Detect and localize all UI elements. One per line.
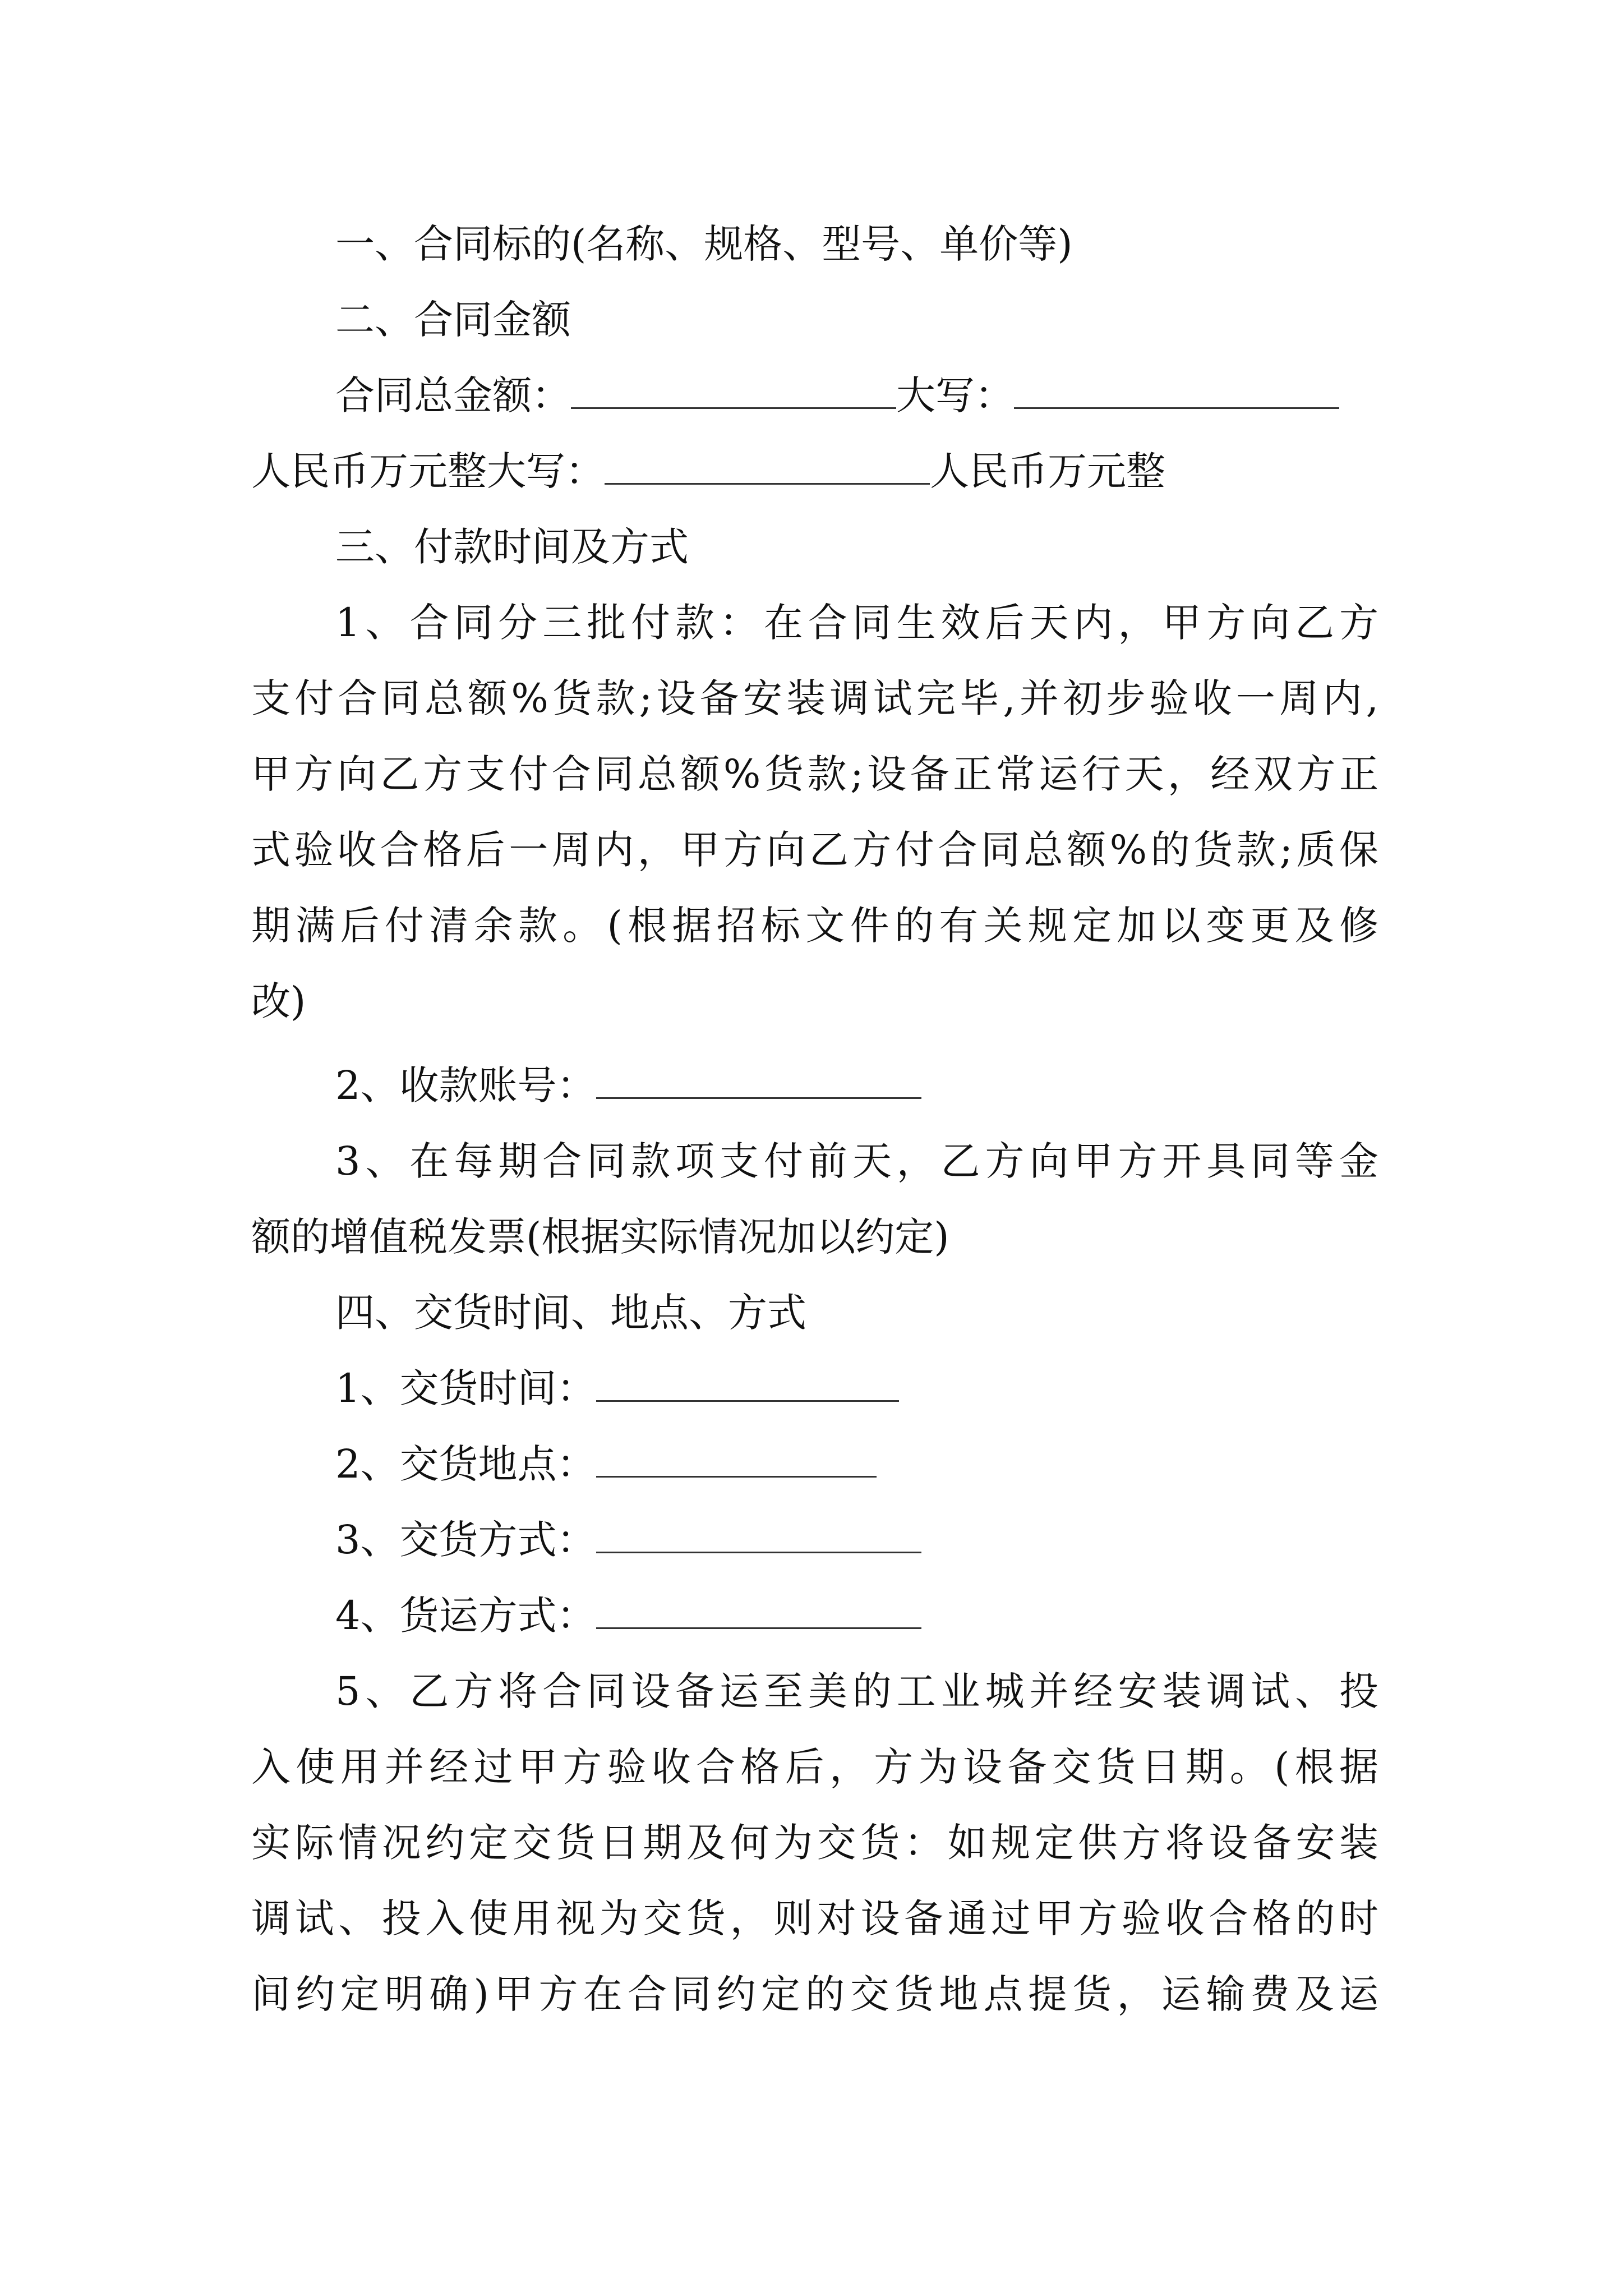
heading-payment: 三、付款时间及方式: [335, 524, 689, 570]
delivery-place-blank: [596, 1444, 877, 1478]
paragraph-line: 1、合同分三批付款：在合同生效后天内，甲方向乙方: [335, 600, 1378, 646]
delivery-time-label: 1、交货时间：: [335, 1365, 596, 1411]
delivery-time-blank: [596, 1369, 899, 1402]
shipping-method-line: [335, 1576, 1378, 1655]
delivery-place-line: [335, 1425, 1378, 1503]
paragraph-line: 额的增值税发票(根据实际情况加以约定): [251, 1214, 949, 1260]
paragraph-line: 改): [251, 978, 306, 1024]
heading-contract-subject: 一、合同标的(名称、规格、型号、单价等): [335, 221, 1073, 267]
paragraph-line: 实际情况约定交货日期及何为交货：如规定供方将设备安装: [251, 1820, 1378, 1866]
total-amount-label: 合同总金额：: [335, 372, 571, 418]
heading-contract-amount: 二、合同金额: [335, 297, 571, 343]
paragraph-line: 调试、投入使用视为交货，则对设备通过甲方验收合格的时: [251, 1895, 1378, 1941]
shipping-method-blank: [596, 1596, 921, 1629]
paragraph-line: 3、在每期合同款项支付前天，乙方向甲方开具同等金: [335, 1138, 1378, 1184]
total-amount-line: [335, 356, 1378, 435]
heading-delivery: 四、交货时间、地点、方式: [335, 1290, 806, 1336]
daxie-label: 大写：: [896, 372, 1014, 418]
shipping-method-label: 4、货运方式：: [335, 1593, 596, 1639]
paragraph-line: 5、乙方将合同设备运至美的工业城并经安装调试、投: [335, 1668, 1378, 1714]
total-amount-blank: [571, 376, 896, 409]
paragraph-line: 支付合同总额%货款;设备安装调试完毕,并初步验收一周内,: [251, 675, 1378, 721]
rmb-daxie-line: [251, 432, 1378, 510]
paragraph-line: 期满后付清余款。(根据招标文件的有关规定加以变更及修: [251, 903, 1378, 949]
daxie-blank: [1014, 376, 1339, 409]
account-blank: [596, 1066, 921, 1099]
rmb-daxie-label: 人民币万元整大写：: [251, 448, 605, 494]
rmb-suffix: 人民币万元整: [930, 448, 1165, 494]
delivery-method-line: [335, 1501, 1378, 1579]
delivery-method-blank: [596, 1520, 921, 1553]
rmb-daxie-blank: [605, 452, 930, 485]
delivery-method-label: 3、交货方式：: [335, 1517, 596, 1563]
delivery-time-line: [335, 1349, 1378, 1428]
account-line: [335, 1046, 1378, 1125]
delivery-place-label: 2、交货地点：: [335, 1441, 596, 1487]
paragraph-line: 甲方向乙方支付合同总额%货款;设备正常运行天，经双方正: [251, 751, 1378, 797]
paragraph-line: 式验收合格后一周内，甲方向乙方付合同总额%的货款;质保: [251, 827, 1378, 873]
account-label: 2、收款账号：: [335, 1062, 596, 1108]
paragraph-line: 入使用并经过甲方验收合格后，方为设备交货日期。(根据: [251, 1744, 1378, 1790]
paragraph-line: 间约定明确)甲方在合同约定的交货地点提货，运输费及运: [251, 1971, 1378, 2017]
